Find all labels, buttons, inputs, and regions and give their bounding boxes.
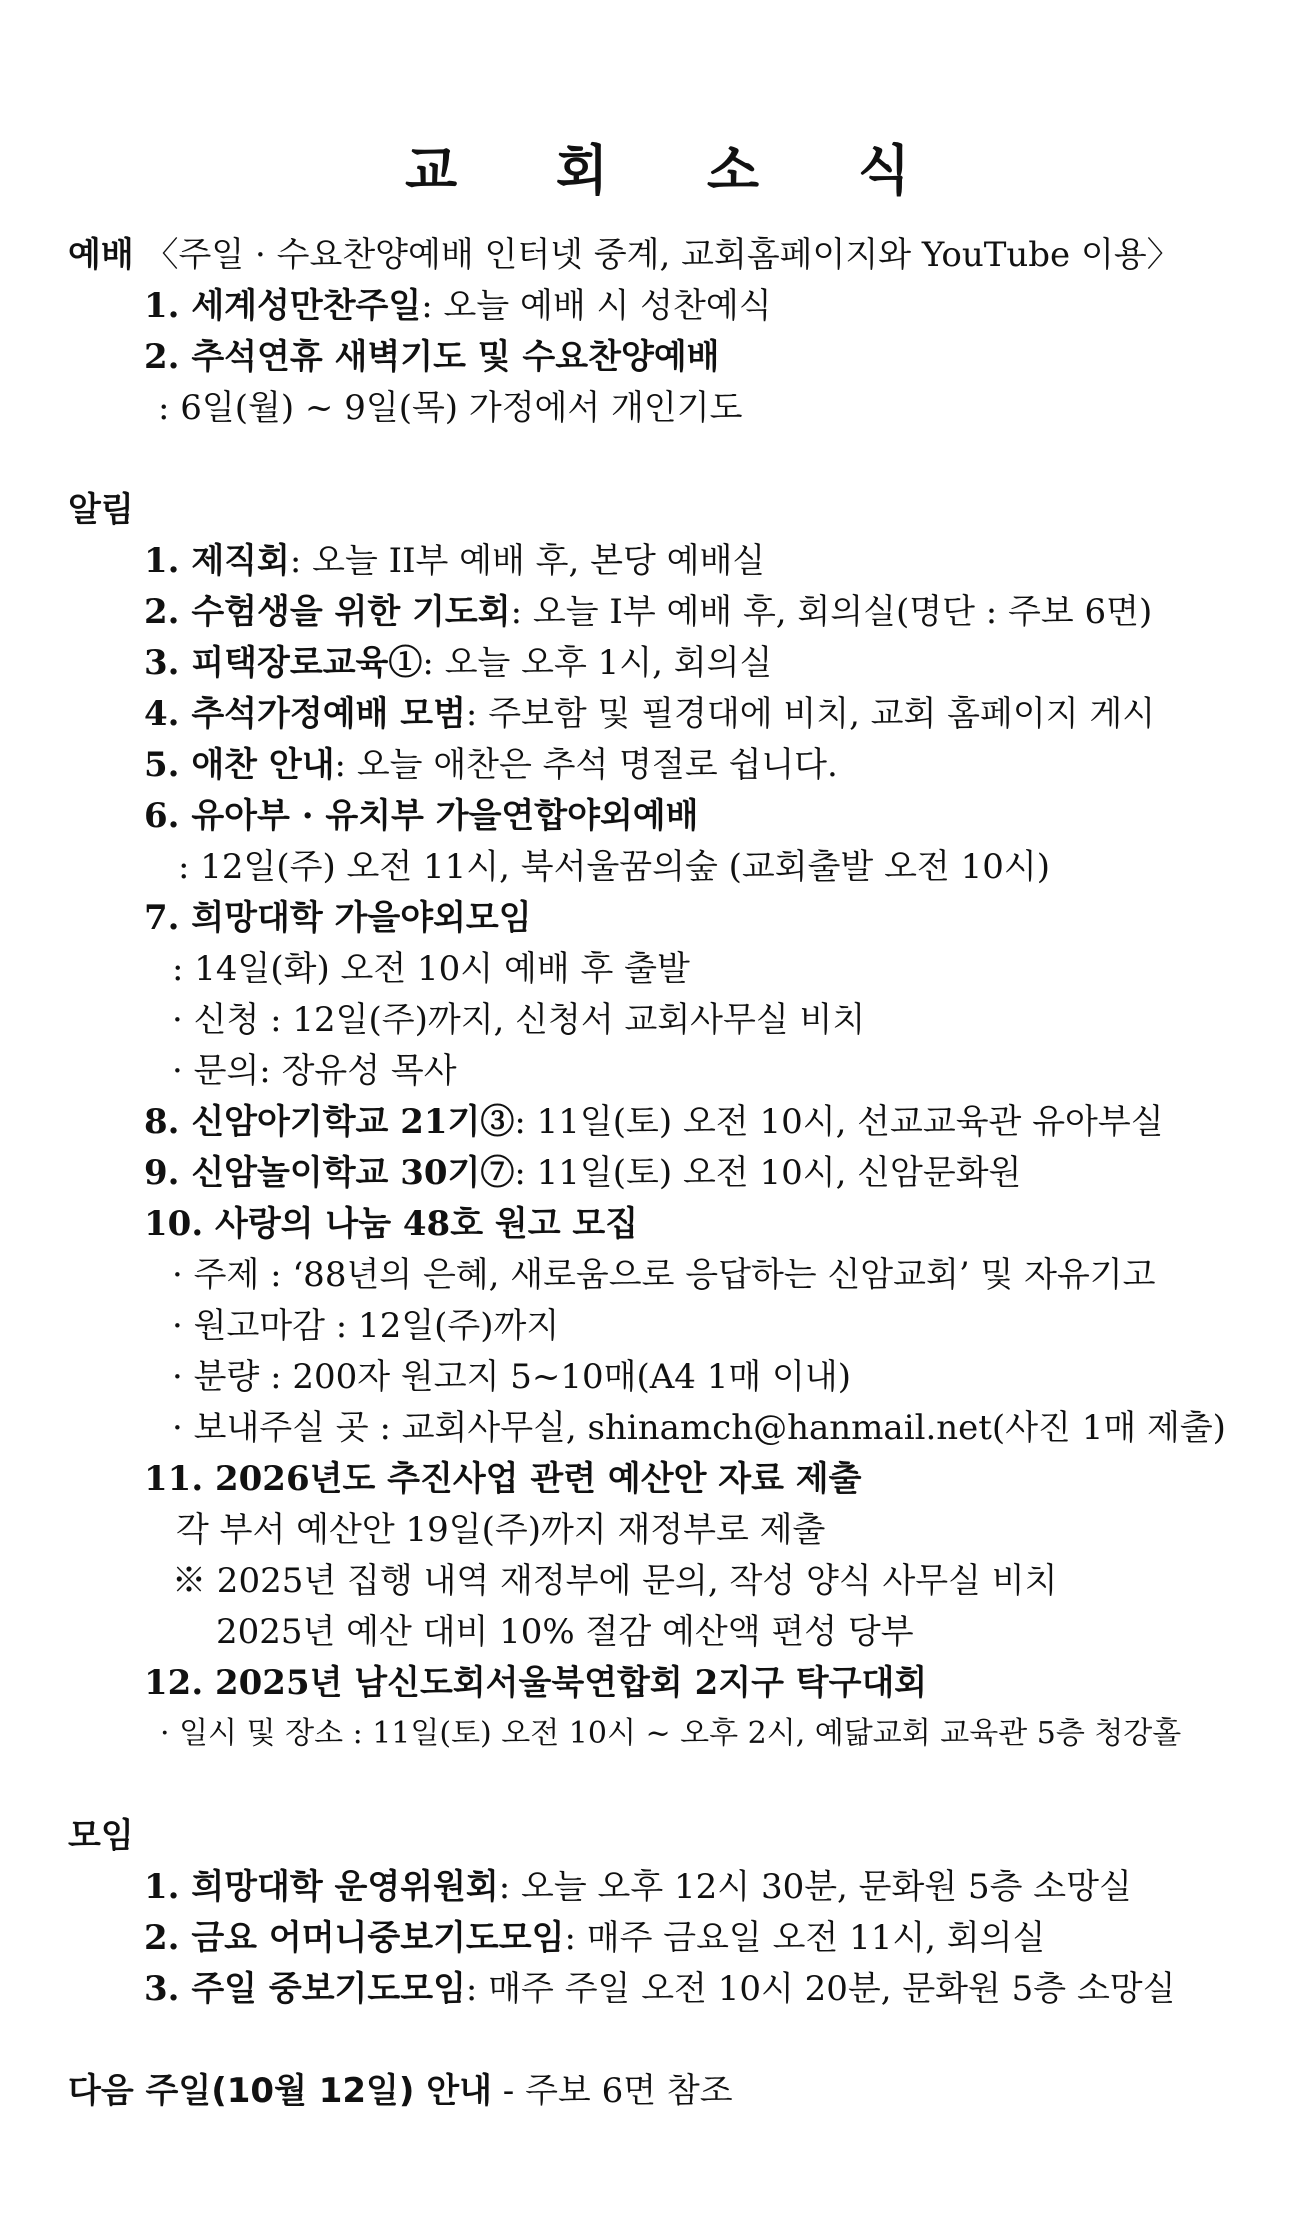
worship-item-2-detail: : 6일(월) ~ 9일(목) 가정에서 개인기도 [158,388,743,428]
notice-item-12-title: 12. 2025년 남신도회서울북연합회 2지구 탁구대회 [144,1663,928,1703]
separator: : [514,1102,526,1142]
separator: : [421,286,433,326]
separator: : [334,745,347,785]
worship-item-2 [144,335,720,379]
notice-item-1 [144,539,765,583]
separator: : [564,1918,576,1958]
notice-item-7-detail-1: : 14일(화) 오전 10시 예배 후 출발 [172,949,690,989]
notice-item-10-detail-1: · 주제 : ‘88년의 은혜, 새로움으로 응답하는 신암교회’ 및 자유기고 [172,1255,1156,1295]
notice-item-7-detail-2: · 신청 : 12일(주)까지, 신청서 교회사무실 비치 [172,1000,866,1040]
notice-item-10-detail-3: · 분량 : 200자 원고지 5~10매(A4 1매 이내) [172,1357,851,1397]
notice-item-4-title: 4. 추석가정예배 모범 [144,694,466,734]
worship-note: 〈주일 · 수요찬양예배 인터넷 중계, 교회홈페이지와 YouTube 이용〉 [144,235,1181,275]
separator: : [510,592,523,632]
notice-item-10 [144,1202,638,1246]
meeting-item-3-text: 매주 주일 오전 10시 20분, 문화원 5층 소망실 [488,1969,1176,2009]
notices-heading-line [68,488,134,532]
meetings-heading: 모임 [68,1816,134,1856]
notice-item-11 [144,1457,861,1501]
notice-item-10-title: 10. 사랑의 나눔 48호 원고 모집 [144,1204,639,1244]
page-title: 교 회 소 식 [404,139,951,202]
notice-item-8 [144,1100,1164,1144]
meeting-item-1-title: 1. 희망대학 운영위원회 [144,1867,499,1907]
notice-item-11-detail-2: ※ 2025년 집행 내역 재정부에 문의, 작성 양식 사무실 비치 [172,1561,1058,1601]
notice-item-11-title: 11. 2026년도 추진사업 관련 예산안 자료 제출 [144,1459,862,1499]
notice-item-11-detail-3: 2025년 예산 대비 10% 절감 예산액 편성 당부 [216,1612,914,1652]
separator: : [498,1867,511,1907]
worship-item-1-title: 1. 세계성만찬주일 [144,286,422,326]
notice-item-6-title: 6. 유아부 · 유치부 가을연합야외예배 [144,796,699,836]
notice-item-8-title: 8. 신암아기학교 21기③ [144,1102,515,1142]
notice-item-5-title: 5. 애찬 안내 [144,745,335,785]
notices-heading: 알림 [68,490,134,530]
worship-item-1 [144,284,772,328]
notice-item-7-title: 7. 희망대학 가을야외모임 [144,898,532,938]
separator: : [514,1153,526,1193]
meeting-item-3-title: 3. 주일 중보기도모임 [144,1969,466,2009]
separator: : [289,541,302,581]
notice-item-3-title: 3. 피택장로교육① [144,643,423,683]
meeting-item-1 [144,1865,1132,1909]
next-sunday-text: - 주보 6면 참조 [502,2071,733,2111]
meeting-item-2-title: 2. 금요 어머니중보기도모임 [144,1918,565,1958]
notice-item-12-detail-1: · 일시 및 장소 : 11일(토) 오전 10시 ~ 오후 2시, 예닮교회 교육관 5층 청강홀 [160,1716,1182,1751]
notice-item-2-title: 2. 수험생을 위한 기도회 [144,592,511,632]
notice-item-7 [144,896,532,940]
notice-item-10-detail-2: · 원고마감 : 12일(주)까지 [172,1306,560,1346]
worship-item-1-text: 오늘 예배 시 성찬예식 [443,286,772,326]
meeting-item-2 [144,1916,1045,1960]
notice-item-4-text: 주보함 및 필경대에 비치, 교회 홈페이지 게시 [488,694,1156,734]
notice-item-2-text: 오늘 I부 예배 후, 회의실(명단 : 주보 6면) [532,592,1153,632]
worship-heading-line [68,233,1181,277]
notice-item-5 [144,743,838,787]
meetings-heading-line [68,1814,134,1858]
next-sunday-line [68,2069,733,2113]
separator: : [422,643,434,683]
notice-item-2 [144,590,1152,634]
next-sunday-heading: 다음 주일(10월 12일) 안내 [68,2071,492,2111]
notice-item-4 [144,692,1155,736]
notice-item-1-title: 1. 제직회 [144,541,290,581]
notice-item-1-text: 오늘 II부 예배 후, 본당 예배실 [312,541,766,581]
notice-item-9-title: 9. 신암놀이학교 30기⑦ [144,1153,515,1193]
worship-item-2-title: 2. 추석연휴 새벽기도 및 수요찬양예배 [144,337,720,377]
notice-item-5-text: 오늘 애찬은 추석 명절로 쉽니다. [356,745,838,785]
notice-item-6 [144,794,699,838]
notice-item-3-text: 오늘 오후 1시, 회의실 [444,643,773,683]
notice-item-8-text: 11일(토) 오전 10시, 선교교육관 유아부실 [536,1102,1164,1142]
notice-item-12 [144,1661,927,1705]
meeting-item-3 [144,1967,1175,2011]
notice-item-3 [144,641,772,685]
meeting-item-1-text: 오늘 오후 12시 30분, 문화원 5층 소망실 [521,1867,1132,1907]
notice-item-10-detail-4: · 보내주실 곳 : 교회사무실, shinamch@hanmail.net(사진 1매 제출) [172,1408,1226,1448]
notice-item-7-detail-3: · 문의: 장유성 목사 [172,1051,457,1091]
notice-item-6-detail: : 12일(주) 오전 11시, 북서울꿈의숲 (교회출발 오전 10시) [178,847,1050,887]
separator: : [465,1969,478,2009]
meeting-item-2-text: 매주 금요일 오전 11시, 회의실 [586,1918,1046,1958]
notice-item-9-text: 11일(토) 오전 10시, 신암문화원 [536,1153,1022,1193]
worship-heading: 예배 [68,235,134,275]
separator: : [465,694,478,734]
notice-item-11-detail-1: 각 부서 예산안 19일(주)까지 재정부로 제출 [176,1510,826,1550]
notice-item-9 [144,1151,1021,1195]
